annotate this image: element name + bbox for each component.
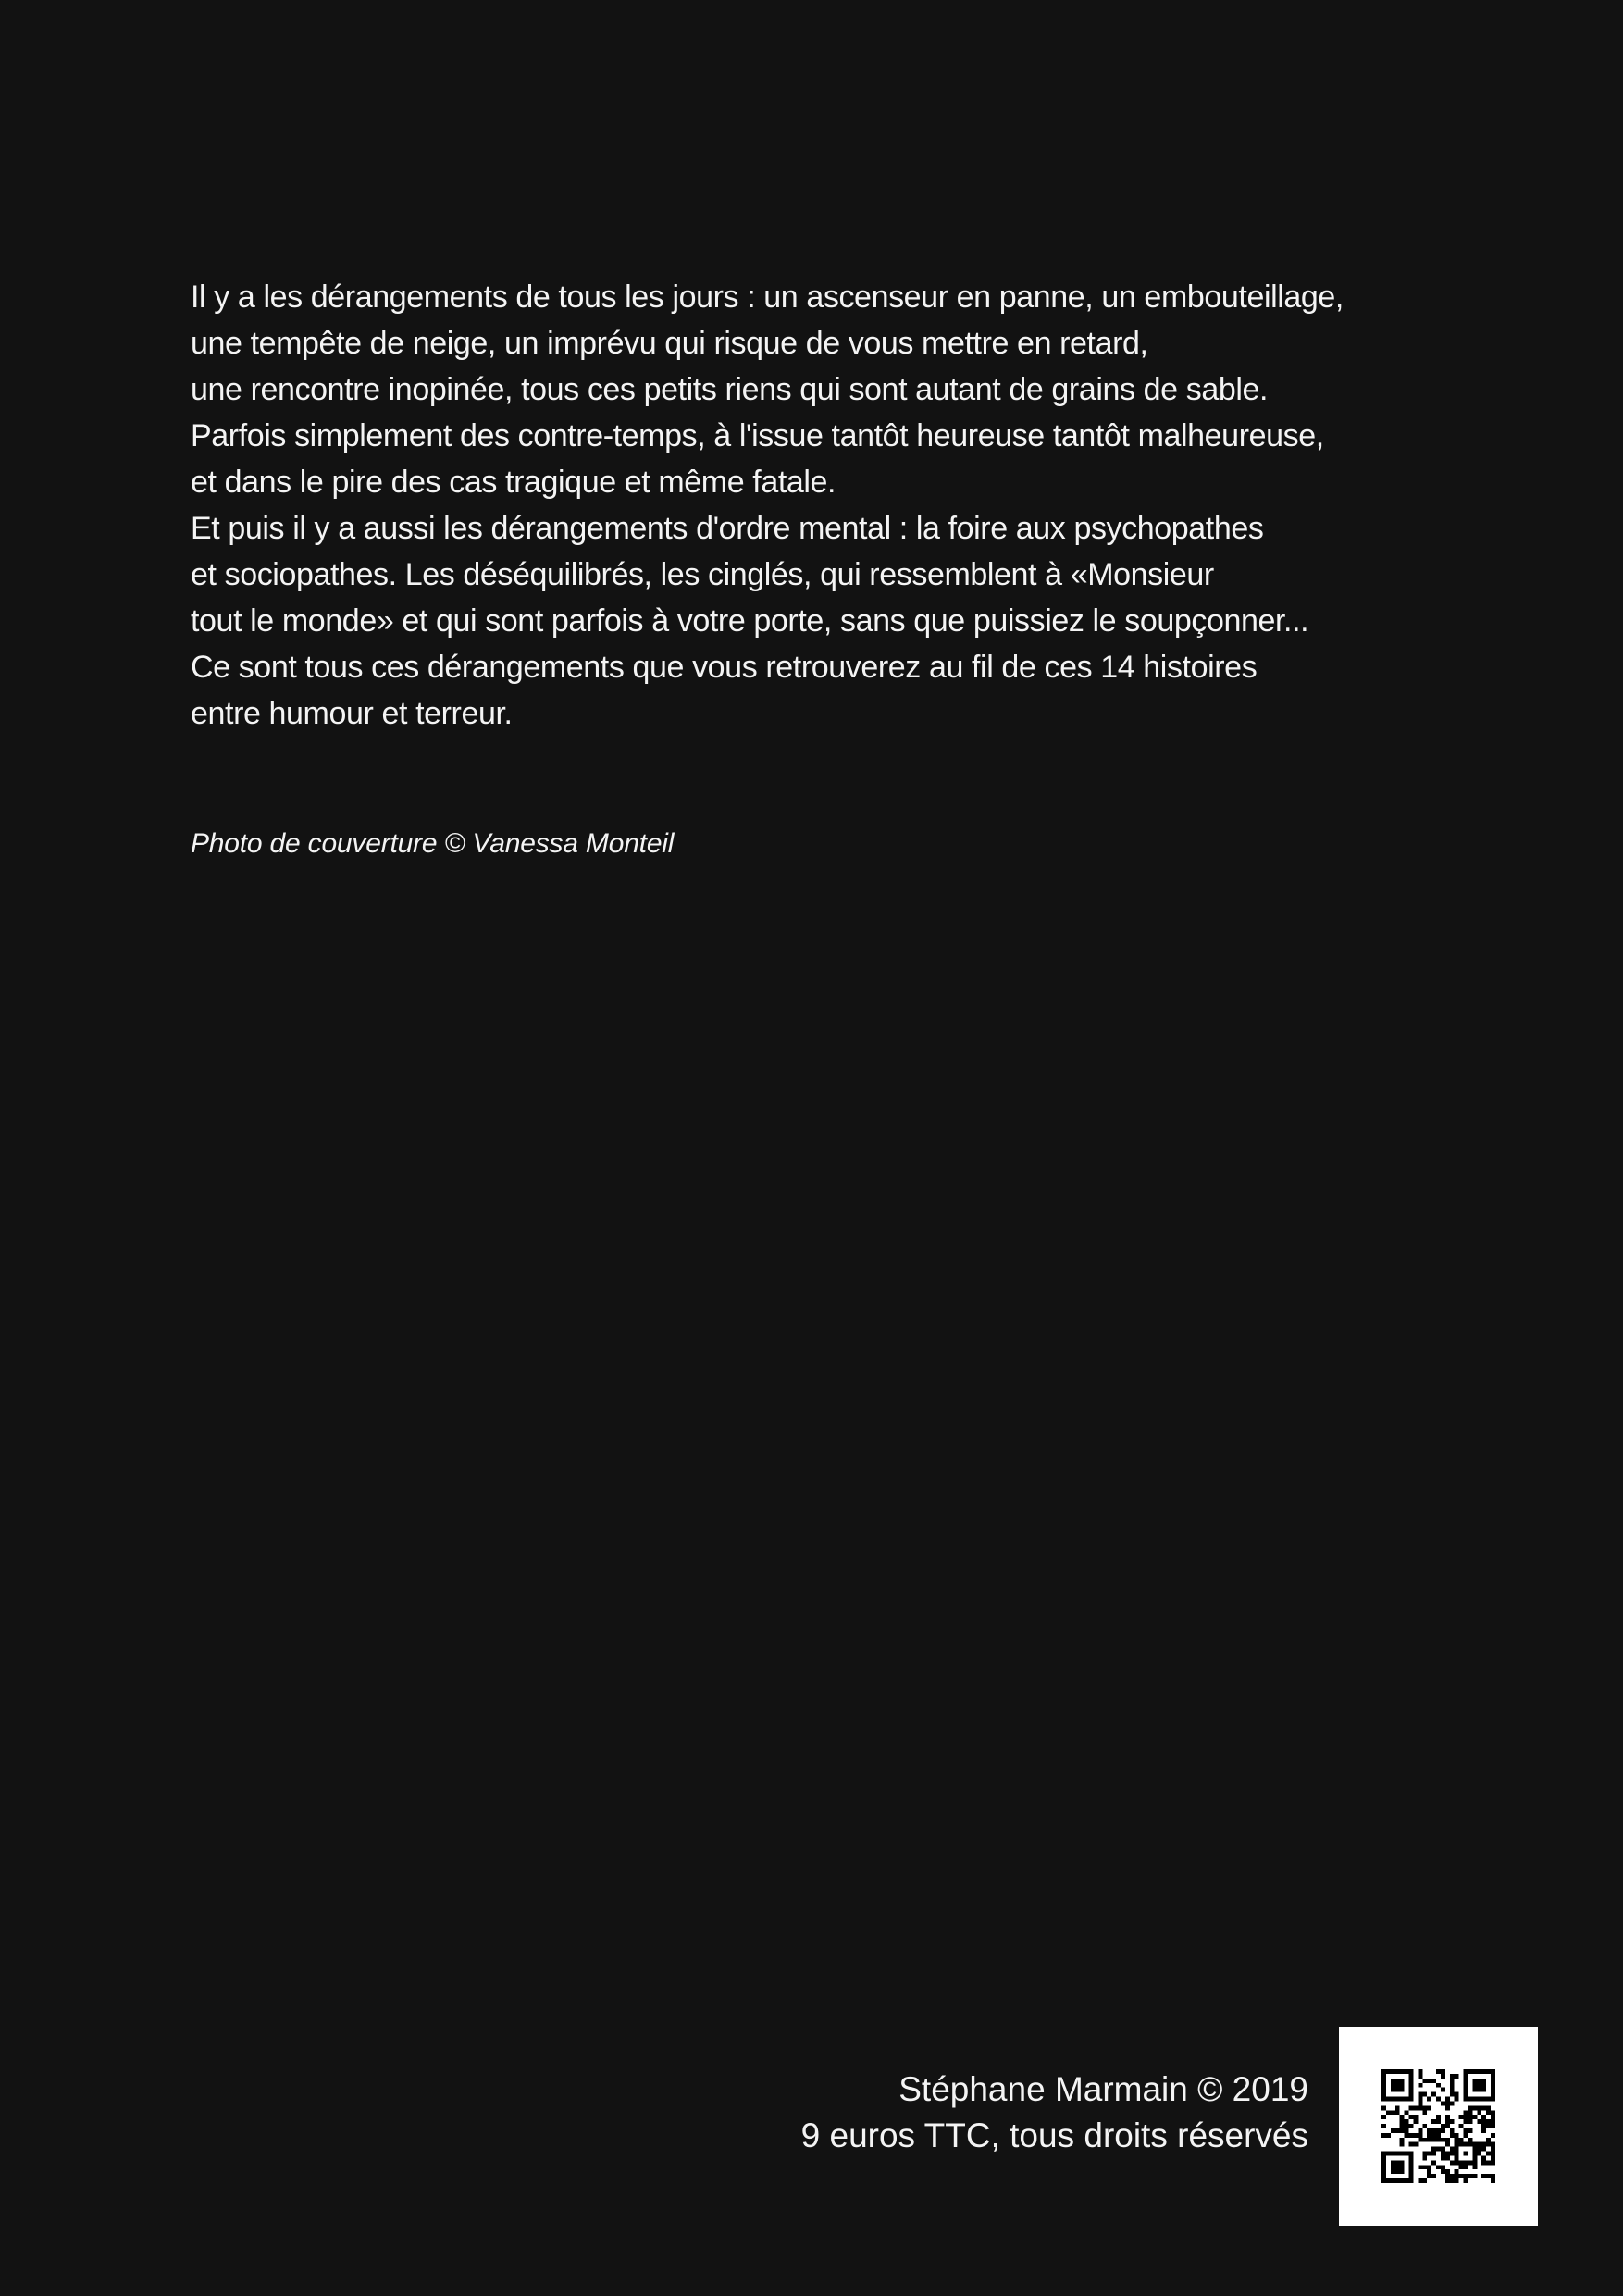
blurb-line: Ce sont tous ces dérangements que vous retrouverez au fil de ces 14 histoires bbox=[191, 650, 1258, 685]
blurb-line: et sociopathes. Les déséquilibrés, les cinglés, qui ressemblent à «Monsieur bbox=[191, 557, 1214, 592]
qr-code-graphic bbox=[1381, 2069, 1495, 2183]
blurb-line: et dans le pire des cas tragique et même fatale. bbox=[191, 465, 836, 500]
blurb-line: tout le monde» et qui sont parfois à votre porte, sans que puissiez le soupçonner... bbox=[191, 603, 1309, 639]
blurb-line: Il y a les dérangements de tous les jours : un ascenseur en panne, un embouteillage, bbox=[191, 279, 1344, 315]
photo-credit: Photo de couverture © Vanessa Monteil bbox=[191, 828, 675, 859]
blurb-line: entre humour et terreur. bbox=[191, 696, 513, 731]
price-rights: 9 euros TTC, tous droits réservés bbox=[800, 2116, 1308, 2154]
footer-info bbox=[801, 2066, 1308, 2159]
blurb-line: Parfois simplement des contre-temps, à l'issue tantôt heureuse tantôt malheureuse, bbox=[191, 418, 1324, 453]
blurb-line: une tempête de neige, un imprévu qui risque de vous mettre en retard, bbox=[191, 326, 1148, 361]
qr-code-icon[interactable] bbox=[1339, 2027, 1538, 2226]
author-copyright: Stéphane Marmain © 2019 bbox=[898, 2070, 1308, 2108]
back-cover-blurb bbox=[191, 274, 1486, 737]
blurb-line: Et puis il y a aussi les dérangements d'ordre mental : la foire aux psychopathes bbox=[191, 511, 1264, 546]
blurb-line: une rencontre inopinée, tous ces petits riens qui sont autant de grains de sable. bbox=[191, 372, 1269, 407]
